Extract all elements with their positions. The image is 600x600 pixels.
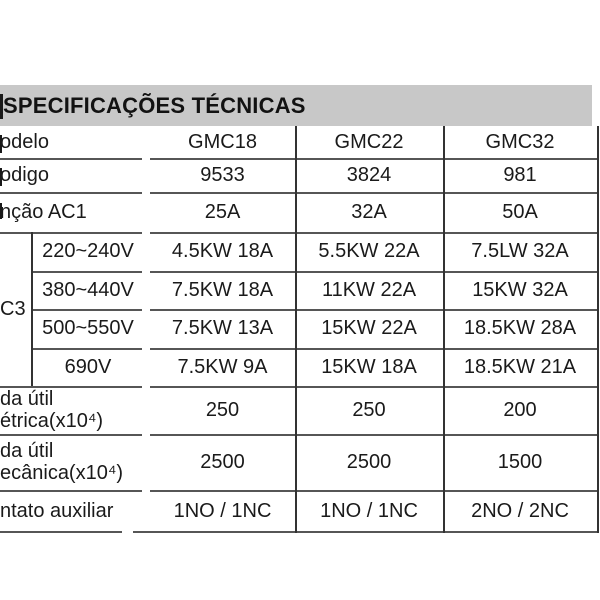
grid-line bbox=[31, 271, 142, 273]
label-line-2: étrica(x10⁴) bbox=[0, 410, 104, 432]
cell-mecanica-gmc22: 2500 bbox=[346, 450, 392, 473]
cell-codigo-gmc22: 3824 bbox=[346, 163, 392, 186]
cell-mecanica-gmc18: 2500 bbox=[200, 450, 245, 473]
row-label-voltage-690: 690V bbox=[64, 355, 112, 378]
grid-line bbox=[150, 232, 597, 234]
cell-ac1-gmc18: 25A bbox=[204, 200, 241, 223]
cell-ac1-gmc22: 32A bbox=[351, 200, 387, 223]
grid-line bbox=[0, 232, 142, 234]
grid-line bbox=[0, 490, 142, 492]
cell-codigo-gmc32: 981 bbox=[503, 163, 537, 186]
cell-eletrica-gmc18: 250 bbox=[205, 398, 240, 421]
grid-line bbox=[150, 386, 597, 388]
row-label-voltage-220-240: 220~240V bbox=[42, 240, 134, 262]
grid-line bbox=[150, 309, 597, 311]
cell-ac3-690-gmc32: 18.5KW 21A bbox=[463, 355, 577, 378]
grid-line bbox=[133, 531, 597, 533]
row-label-voltage-500-550: 500~550V bbox=[42, 317, 134, 339]
section-title: SPECIFICAÇÕES TÉCNICAS bbox=[3, 92, 306, 118]
grid-line bbox=[0, 192, 142, 194]
row-label-voltage-380-440: 380~440V bbox=[42, 278, 134, 301]
cell-eletrica-gmc32: 200 bbox=[503, 398, 537, 421]
cell-ac3-380-gmc22: 11KW 22A bbox=[321, 278, 417, 301]
grid-line-vertical bbox=[31, 232, 33, 386]
cell-modelo-gmc32: GMC32 bbox=[485, 130, 555, 153]
grid-line bbox=[0, 386, 142, 388]
grid-line bbox=[150, 434, 597, 436]
cell-mecanica-gmc32: 1500 bbox=[497, 450, 543, 473]
cell-ac3-380-gmc32: 15KW 32A bbox=[472, 278, 568, 301]
grid-line bbox=[0, 434, 142, 436]
grid-line bbox=[150, 192, 597, 194]
cell-ac3-380-gmc18: 7.5KW 18A bbox=[171, 278, 274, 301]
cell-modelo-gmc18: GMC18 bbox=[188, 130, 257, 153]
grid-line bbox=[150, 490, 597, 492]
grid-line bbox=[150, 348, 597, 350]
grid-line-vertical bbox=[295, 126, 297, 533]
cell-ac3-220-gmc22: 5.5KW 22A bbox=[318, 240, 420, 262]
cut-glyph-sliver bbox=[0, 94, 3, 119]
grid-line-vertical bbox=[443, 126, 445, 533]
cell-aux-gmc22: 1NO / 1NC bbox=[320, 500, 418, 522]
cell-aux-gmc32: 2NO / 2NC bbox=[471, 500, 569, 522]
cell-eletrica-gmc22: 250 bbox=[352, 398, 386, 421]
grid-line-vertical bbox=[597, 126, 599, 533]
label-line-1: da útil bbox=[0, 440, 54, 462]
grid-line bbox=[0, 531, 122, 533]
cell-ac3-500-gmc22: 15KW 22A bbox=[321, 317, 417, 339]
row-label-vida-util-mecanica bbox=[0, 434, 145, 490]
cell-codigo-gmc18: 9533 bbox=[200, 163, 245, 186]
cell-ac3-220-gmc18: 4.5KW 18A bbox=[171, 240, 274, 262]
row-label-ac3: C3 bbox=[0, 297, 26, 320]
cell-aux-gmc18: 1NO / 1NC bbox=[173, 500, 272, 522]
grid-line bbox=[150, 271, 597, 273]
cell-modelo-gmc22: GMC22 bbox=[334, 130, 404, 153]
row-label-ac1: nção AC1 bbox=[0, 200, 87, 223]
cell-ac3-690-gmc18: 7.5KW 9A bbox=[177, 355, 268, 378]
row-label-codigo: odigo bbox=[0, 163, 49, 186]
cell-ac3-690-gmc22: 15KW 18A bbox=[321, 355, 417, 378]
cell-ac1-gmc32: 50A bbox=[502, 200, 538, 223]
row-label-contato-auxiliar: ntato auxiliar bbox=[0, 500, 114, 522]
row-label-modelo: odelo bbox=[0, 130, 49, 153]
label-line-1: da útil bbox=[0, 388, 54, 410]
cell-ac3-220-gmc32: 7.5LW 32A bbox=[471, 240, 569, 262]
section-header-bar bbox=[0, 85, 592, 126]
row-label-vida-util-eletrica bbox=[0, 386, 145, 434]
grid-line bbox=[31, 309, 142, 311]
label-line-2: ecânica(x10⁴) bbox=[0, 462, 124, 484]
grid-line bbox=[150, 158, 597, 160]
grid-line bbox=[31, 348, 142, 350]
grid-line bbox=[0, 158, 142, 160]
cell-ac3-500-gmc32: 18.5KW 28A bbox=[463, 317, 577, 339]
cell-ac3-500-gmc18: 7.5KW 13A bbox=[171, 317, 274, 339]
